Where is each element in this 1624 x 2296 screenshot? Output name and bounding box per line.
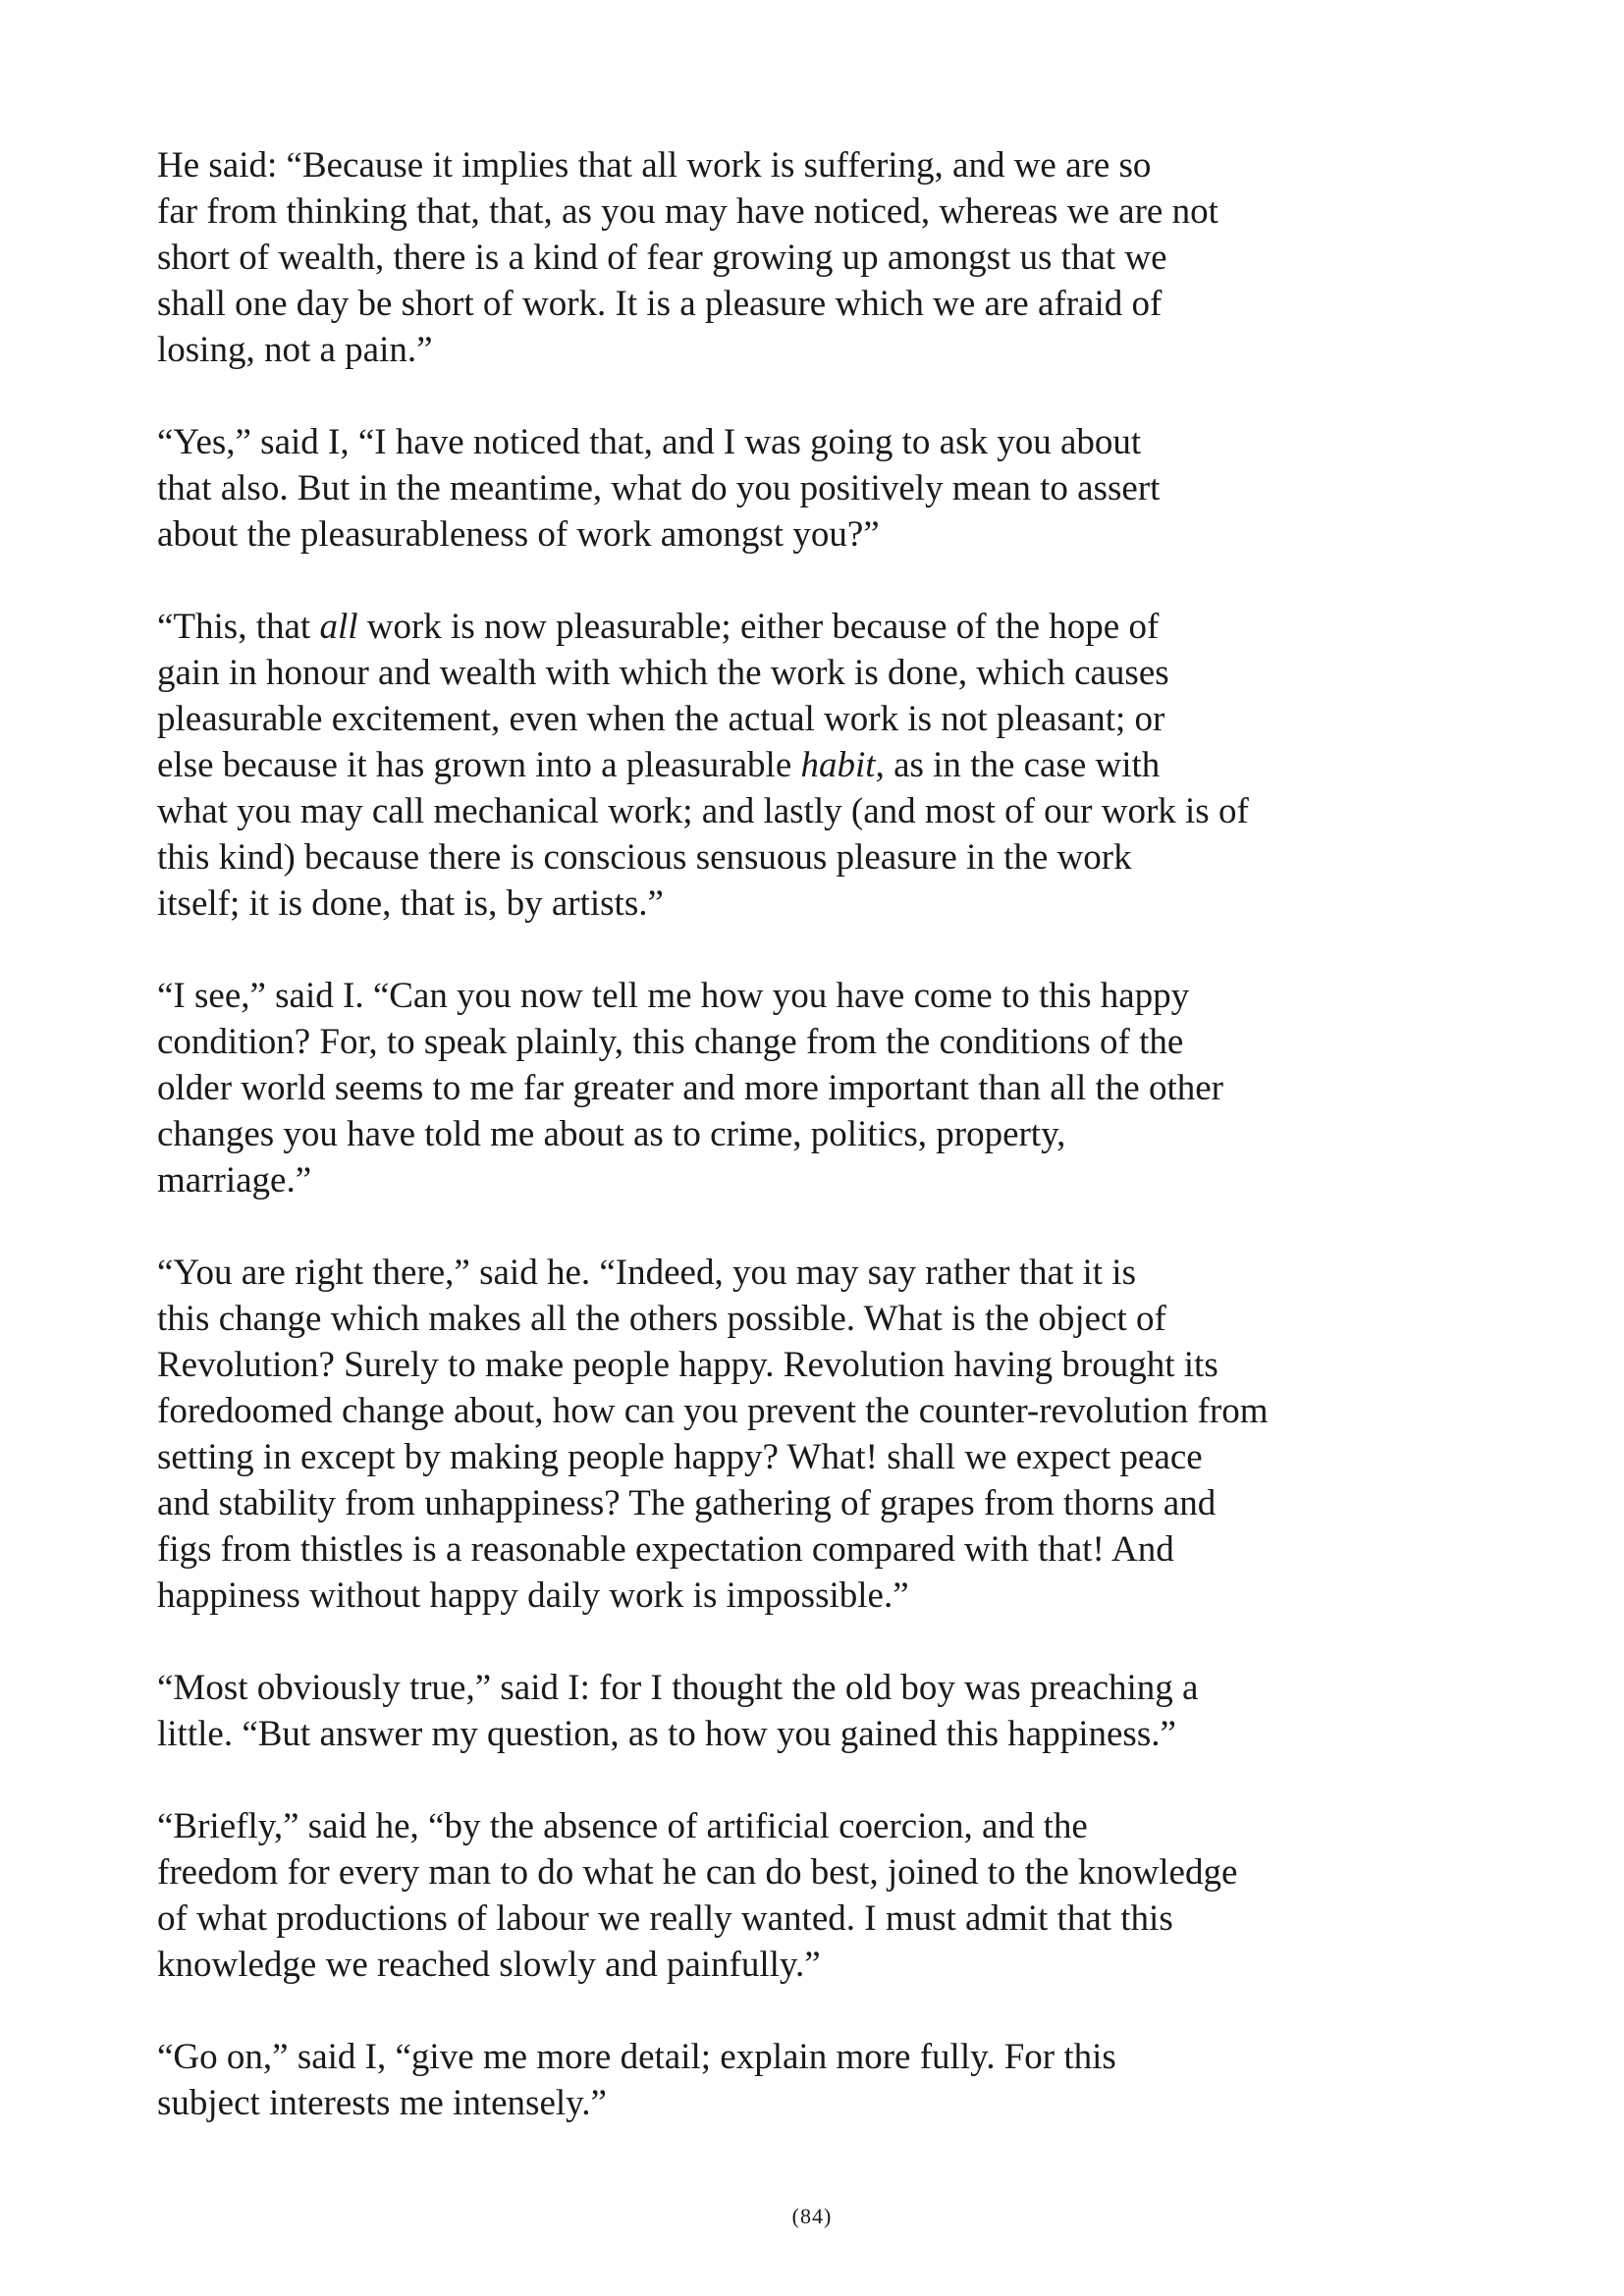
text-run: figs from thistles is a reasonable expectation compared with that! And [157,1529,1174,1570]
text-line [157,788,1375,834]
text-line [157,1388,1375,1434]
text-run: subject interests me intensely.” [157,2083,607,2123]
text-run: of what productions of labour we really wanted. I must admit that this [157,1898,1173,1939]
text-run: itself; it is done, that is, by artists.” [157,883,664,924]
text-run: “You are right there,” said he. “Indeed, you may say rather that it is [157,1253,1136,1293]
text-line [157,973,1375,1019]
text-run: else because it has grown into a pleasurable [157,745,801,785]
text-line [157,419,1375,465]
body-paragraph [157,2034,1375,2126]
page-body [157,142,1375,2172]
text-run: far from thinking that, that, as you may have noticed, whereas we are not [157,191,1218,232]
text-line [157,465,1375,511]
text-run: this change which makes all the others possible. What is the object of [157,1299,1166,1339]
text-line [157,1342,1375,1388]
text-run: about the pleasurableness of work amongst you?” [157,514,880,555]
text-run: happiness without happy daily work is impossible.” [157,1575,909,1616]
text-line [157,1434,1375,1480]
text-line [157,1019,1375,1065]
page-number: (84) [791,2204,833,2228]
text-run: that also. But in the meantime, what do you positively mean to assert [157,468,1161,508]
body-paragraph [157,1803,1375,1988]
text-line [157,834,1375,881]
text-line [157,1065,1375,1111]
text-run: this kind) because there is conscious sensuous pleasure in the work [157,837,1132,878]
text-line [157,511,1375,558]
text-run: what you may call mechanical work; and lastly (and most of our work is of [157,791,1249,831]
text-line [157,1849,1375,1896]
text-run: setting in except by making people happy? What! shall we expect peace [157,1437,1203,1477]
text-run: knowledge we reached slowly and painfully.” [157,1945,821,1985]
text-line [157,1711,1375,1757]
text-line [157,235,1375,281]
text-line [157,696,1375,742]
text-run: older world seems to me far greater and more important than all the other [157,1068,1223,1108]
text-line [157,1480,1375,1526]
italic-emphasis: all [319,607,358,647]
text-run: work is now pleasurable; either because of the hope of [357,607,1160,647]
text-run: freedom for every man to do what he can do best, joined to the knowledge [157,1852,1238,1893]
text-line [157,1111,1375,1157]
text-line [157,1896,1375,1942]
text-line [157,650,1375,696]
text-line [157,1665,1375,1711]
body-paragraph [157,604,1375,927]
text-run: changes you have told me about as to crime, politics, property, [157,1114,1066,1154]
text-run: “This, that [157,607,320,647]
body-paragraph [157,419,1375,558]
text-run: “I see,” said I. “Can you now tell me how you have come to this happy [157,976,1190,1016]
text-run: “Most obviously true,” said I: for I thought the old boy was preaching a [157,1668,1199,1708]
text-line [157,2034,1375,2080]
body-paragraph [157,1250,1375,1619]
text-line [157,881,1375,927]
text-line [157,142,1375,188]
text-run: losing, not a pain.” [157,330,433,370]
text-line [157,1526,1375,1573]
text-run: shall one day be short of work. It is a pleasure which we are afraid of [157,284,1163,324]
text-line [157,742,1375,788]
italic-emphasis: habit [800,745,876,785]
text-run: pleasurable excitement, even when the actual work is not pleasant; or [157,699,1165,739]
text-run: gain in honour and wealth with which the work is done, which causes [157,653,1169,693]
text-run: “Go on,” said I, “give me more detail; explain more fully. For this [157,2037,1116,2077]
text-run: Revolution? Surely to make people happy. Revolution having brought its [157,1345,1218,1385]
text-run: foredoomed change about, how can you prevent the counter-revolution from [157,1391,1269,1431]
text-run: and stability from unhappiness? The gathering of grapes from thorns and [157,1483,1217,1523]
text-run: “Yes,” said I, “I have noticed that, and I was going to ask you about [157,422,1142,462]
text-line [157,1942,1375,1988]
text-line [157,604,1375,650]
body-paragraph [157,1665,1375,1757]
text-run: He said: “Because it implies that all work is suffering, and we are so [157,145,1152,186]
text-line [157,1250,1375,1296]
text-run: “Briefly,” said he, “by the absence of artificial coercion, and the [157,1806,1088,1846]
text-line [157,188,1375,235]
text-line [157,2080,1375,2126]
text-run: marriage.” [157,1160,312,1201]
body-paragraph [157,142,1375,373]
text-run: condition? For, to speak plainly, this change from the conditions of the [157,1022,1184,1062]
body-paragraph [157,973,1375,1203]
text-line [157,1157,1375,1203]
text-line [157,1803,1375,1849]
text-run: short of wealth, there is a kind of fear growing up amongst us that we [157,238,1167,278]
text-run: , as in the case with [875,745,1161,785]
text-line [157,281,1375,327]
text-run: little. “But answer my question, as to how you gained this happiness.” [157,1714,1176,1754]
text-line [157,1573,1375,1619]
text-line [157,1296,1375,1342]
text-line [157,327,1375,373]
